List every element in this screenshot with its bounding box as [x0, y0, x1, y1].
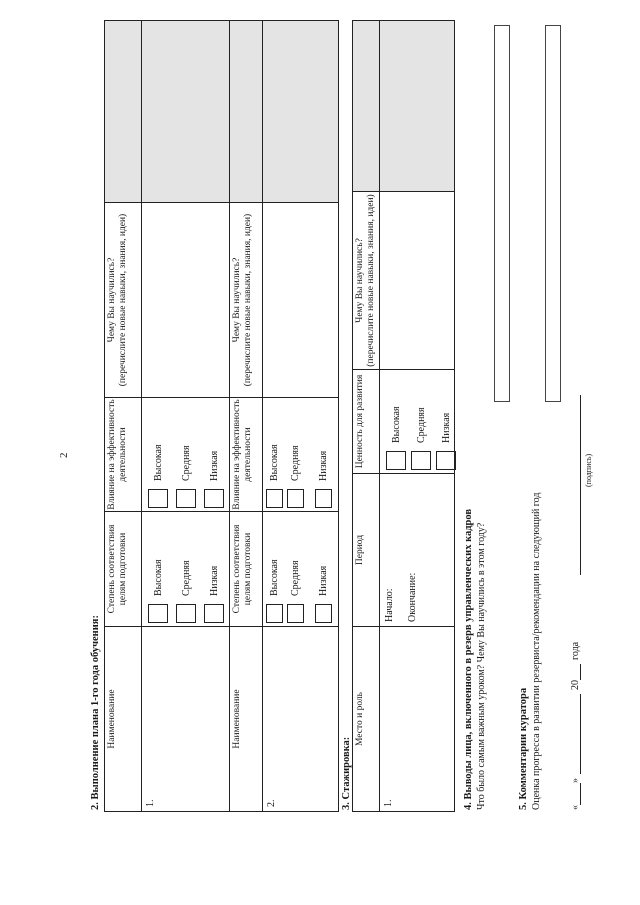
section5-subtitle: Оценка прогресса в развитии резервиста/рекомендации на следующий год	[531, 492, 542, 810]
month-field[interactable]	[568, 694, 581, 774]
checkbox-low[interactable]	[315, 604, 332, 623]
close-quote: »	[570, 778, 581, 783]
checkbox-medium[interactable]	[176, 489, 196, 508]
header-name: Наименование	[105, 627, 142, 812]
header-learned: Чему Вы научились? (перечислите новые навыки, знания, идеи)	[105, 203, 142, 398]
row-2-conformity: Высокая Средняя Низкая	[263, 512, 339, 627]
internship-row-1-learned[interactable]	[380, 192, 455, 370]
header-influence: Влияние на эффективность деятельности	[105, 398, 142, 512]
shaded-cell	[380, 21, 455, 192]
shaded-cell	[105, 21, 142, 203]
section2-table	[104, 20, 339, 812]
section3-table	[352, 20, 455, 812]
section5-comment-field[interactable]	[545, 25, 561, 402]
header-learned: Чему Вы научились? (перечислите новые навыки, знания, идеи)	[353, 192, 380, 370]
section3-title: 3. Стажировка:	[341, 736, 352, 810]
shaded-cell	[263, 21, 339, 203]
period-end-label: Окончание:	[407, 572, 418, 622]
year-suffix: года	[570, 641, 581, 660]
header-conformity: Степень соответствия целям подготовки	[105, 512, 142, 627]
section4-question: Что было самым важным уроком? Чему Вы научились в этом году?	[476, 522, 487, 810]
checkbox-low[interactable]	[204, 489, 224, 508]
checkbox-medium[interactable]	[176, 604, 196, 623]
signature-label: (подпись)	[584, 453, 593, 487]
shaded-cell	[142, 21, 230, 203]
section5-title: 5. Комментарии куратора	[518, 687, 529, 810]
page-number: 2	[58, 452, 70, 458]
row-1-conformity: Высокая Средняя Низкая	[142, 512, 230, 627]
row-1-learned[interactable]	[142, 203, 230, 398]
checkbox-low[interactable]	[315, 489, 332, 508]
shaded-cell	[230, 21, 263, 203]
checkbox-medium[interactable]	[287, 604, 304, 623]
header-place: Место и роль	[353, 627, 380, 812]
row-2-influence: Высокая Средняя Низкая	[263, 398, 339, 512]
header-learned: Чему Вы научились? (перечислите новые навыки, знания, идеи)	[230, 203, 263, 398]
internship-row-1-value: Высокая Средняя Низкая	[380, 370, 455, 474]
section4-answer-field[interactable]	[494, 25, 510, 402]
row-1-influence: Высокая Средняя Низкая	[142, 398, 230, 512]
signature-field[interactable]	[580, 395, 581, 575]
internship-row-1-period[interactable]	[380, 474, 455, 627]
section4-title: 4. Выводы лица, включенного в резерв управленческих кадров	[463, 508, 474, 810]
section2-title: 2. Выполнение плана 1-го года обучения:	[90, 615, 101, 810]
year-field[interactable]	[568, 664, 581, 680]
row-2-name[interactable]: 2.	[263, 627, 339, 812]
open-quote: «	[570, 805, 581, 810]
checkbox-medium[interactable]	[411, 451, 431, 470]
header-conformity: Степень соответствия целям подготовки	[230, 512, 263, 627]
checkbox-high[interactable]	[386, 451, 406, 470]
checkbox-low[interactable]	[436, 451, 456, 470]
checkbox-high[interactable]	[266, 604, 283, 623]
checkbox-medium[interactable]	[287, 489, 304, 508]
internship-row-1-place[interactable]: 1.	[380, 627, 455, 812]
header-influence: Влияние на эффективность деятельности	[230, 398, 263, 512]
shaded-cell	[353, 21, 380, 192]
header-value: Ценность для развития	[353, 370, 380, 474]
checkbox-high[interactable]	[148, 489, 168, 508]
period-start-label: Начало:	[384, 588, 395, 622]
row-1-name[interactable]: 1.	[142, 627, 230, 812]
checkbox-high[interactable]	[148, 604, 168, 623]
year-prefix: 20	[570, 680, 581, 690]
row-2-learned[interactable]	[263, 203, 339, 398]
checkbox-low[interactable]	[204, 604, 224, 623]
header-period: Период	[353, 474, 380, 627]
date-line	[568, 642, 581, 810]
header-name: Наименование	[230, 627, 263, 812]
day-field[interactable]	[568, 783, 581, 805]
checkbox-high[interactable]	[266, 489, 283, 508]
